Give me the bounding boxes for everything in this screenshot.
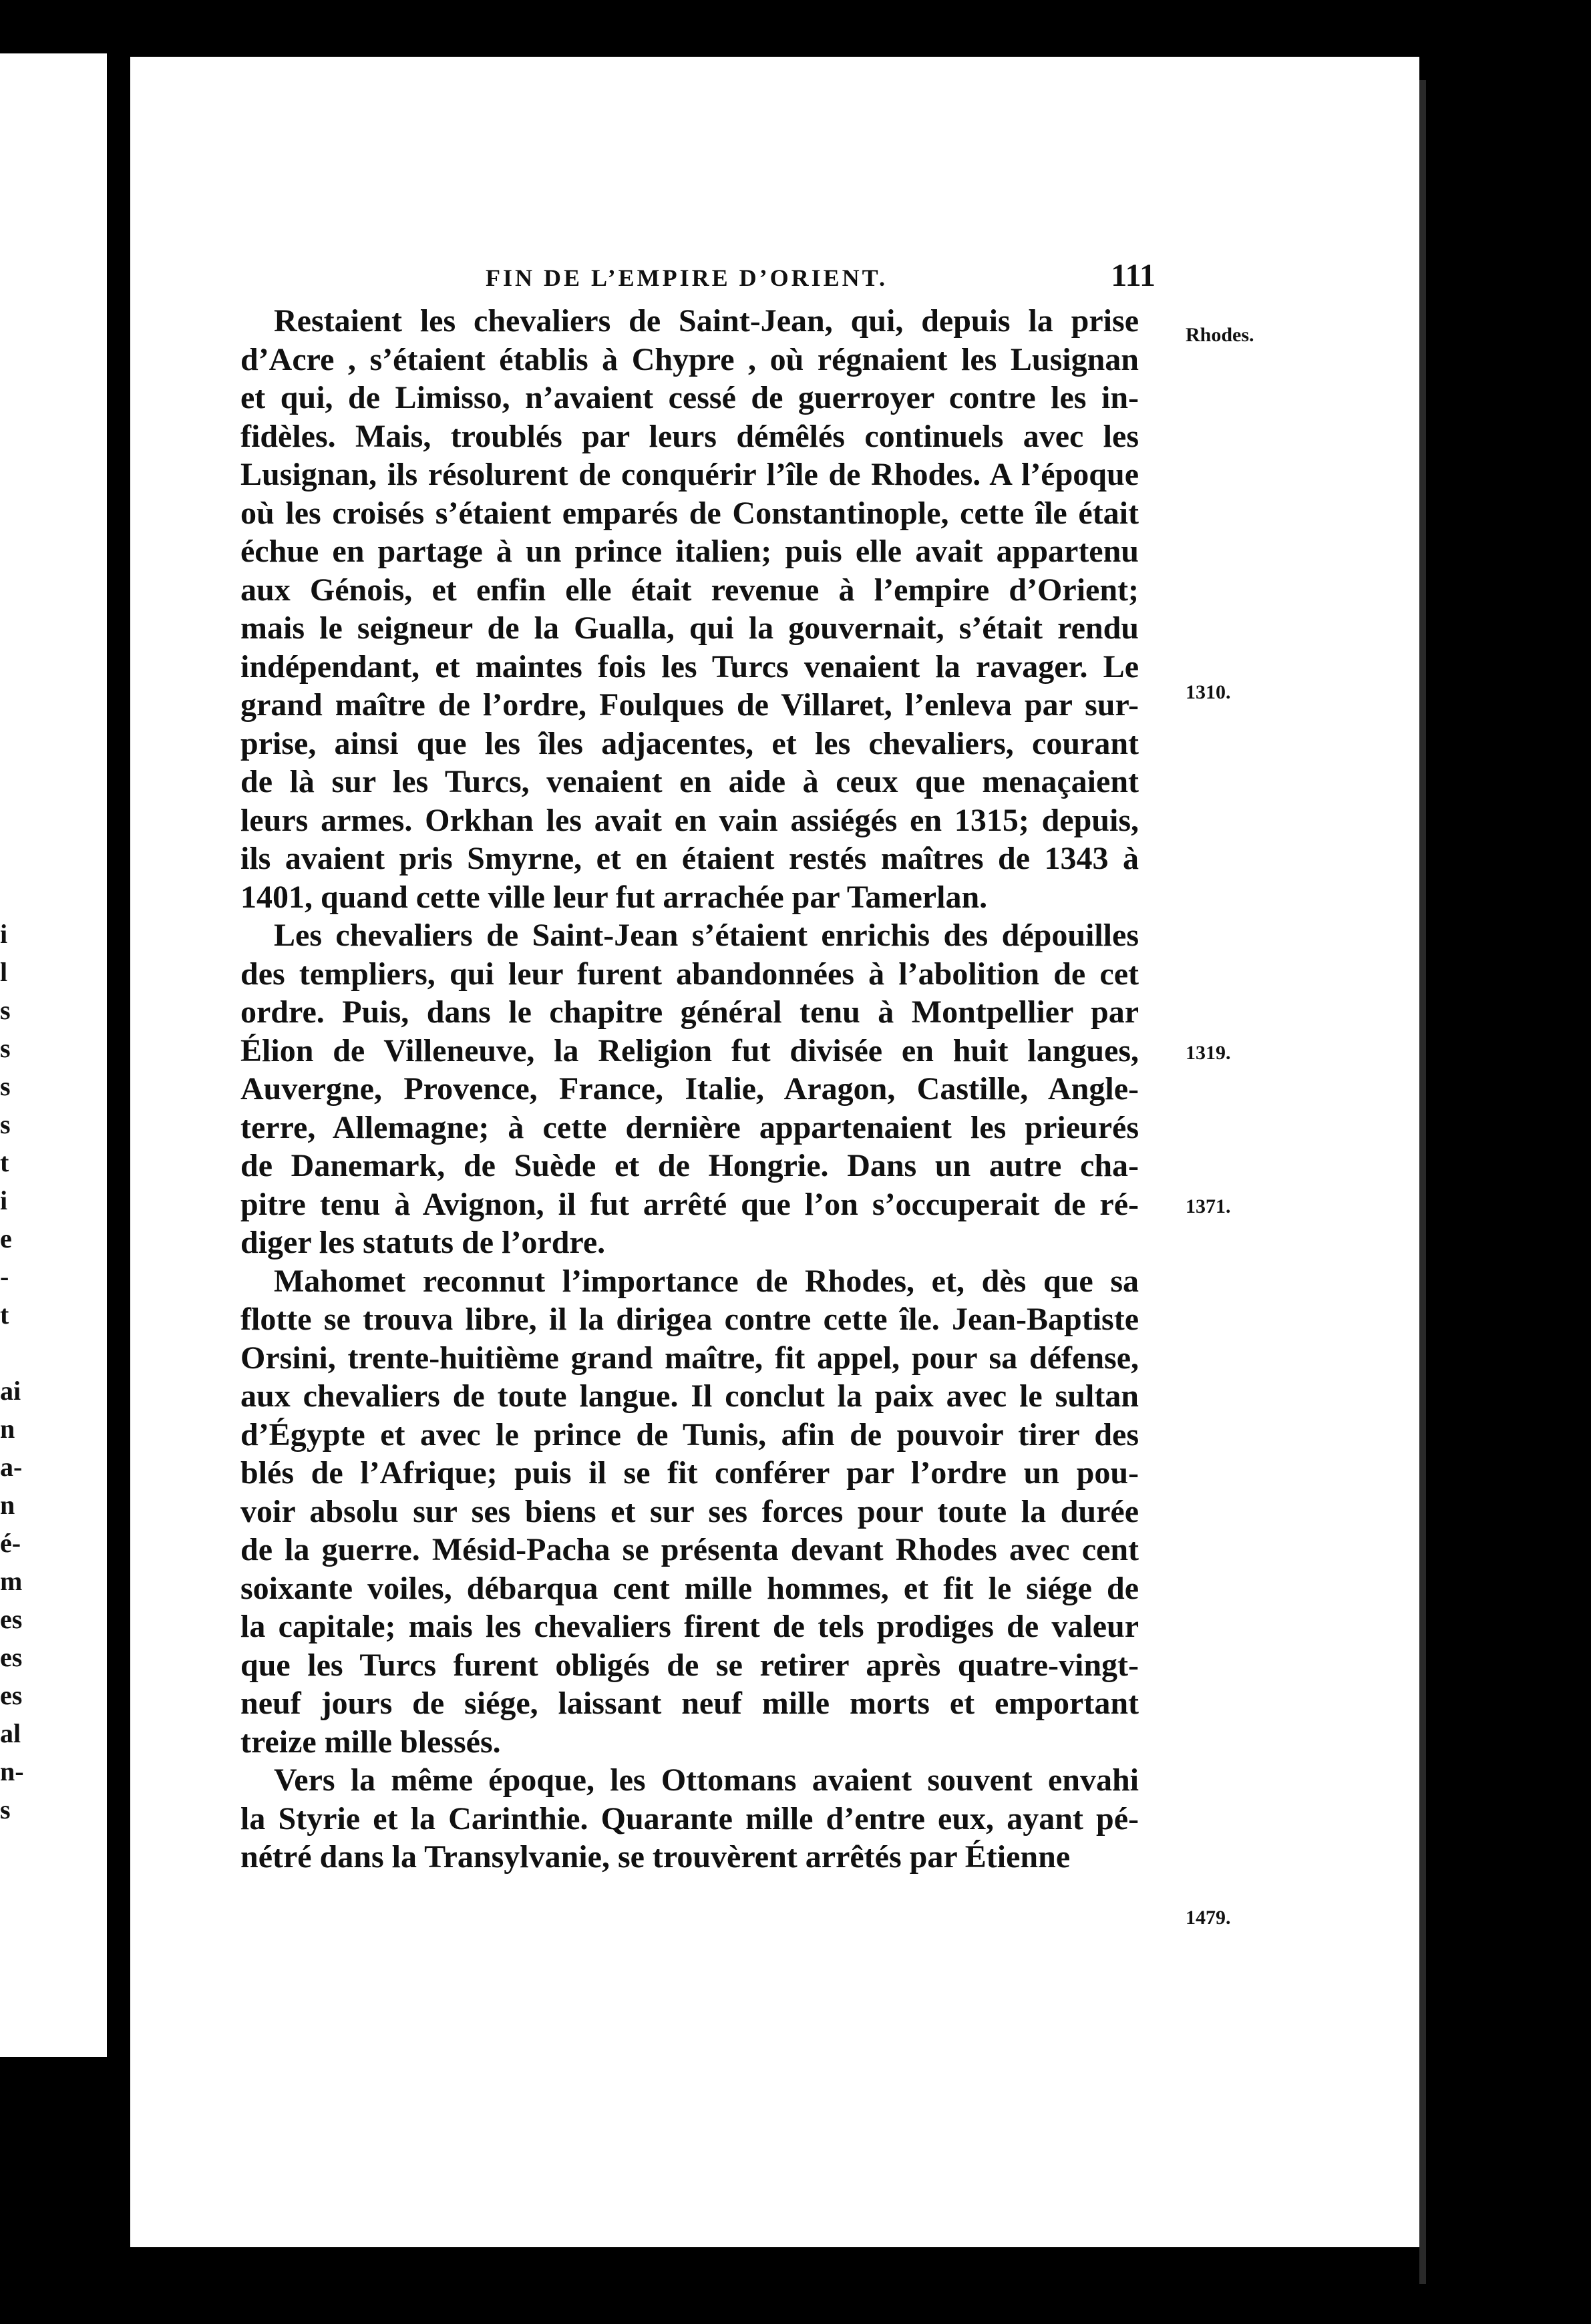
text-line: 1401, quand cette ville leur fut arrachée par Tamerlan.: [240, 879, 988, 915]
paragraph: [240, 916, 1139, 1262]
text-line: Les chevaliers de Saint-Jean s’étaient enrichis des dépouilles: [274, 918, 1139, 953]
text-line: Élion de Villeneuve, la Religion fut divisée en huit langues,: [240, 1032, 1139, 1069]
facing-page-fragment: es: [0, 1642, 23, 1672]
text-line: neuf jours de siége, laissant neuf mille morts et emportant: [240, 1686, 1139, 1721]
facing-page-fragment: ai: [0, 1376, 21, 1406]
facing-page-fragment: i: [0, 919, 8, 949]
text-line: Auvergne, Provence, France, Italie, Aragon, Castille, Angle-: [240, 1071, 1139, 1107]
text-line: terre, Allemagne; à cette dernière appartenaient les prieurés: [240, 1109, 1139, 1145]
facing-page-fragment: al: [0, 1718, 21, 1748]
text-line: que les Turcs furent obligés de se retirer après quatre-vingt-: [240, 1647, 1139, 1683]
text-line: Restaient les chevaliers de Saint-Jean, qui, depuis la prise: [274, 303, 1139, 339]
facing-page-fragment: e: [0, 1223, 12, 1253]
text-line: Orsini, trente-huitième grand maître, fit appel, pour sa défense,: [240, 1340, 1139, 1376]
text-line: d’Égypte et avec le prince de Tunis, afin de pouvoir tirer des: [240, 1416, 1139, 1452]
facing-page-fragment: n: [0, 1490, 15, 1520]
text-line: de Danemark, de Suède et de Hongrie. Dans un autre cha-: [240, 1148, 1139, 1183]
running-title: FIN DE L’EMPIRE D’ORIENT.: [485, 264, 888, 291]
text-line: nétré dans la Transylvanie, se trouvèrent arrêtés par Étienne: [240, 1839, 1071, 1875]
page-number: 111: [1111, 258, 1156, 293]
text-line: mais le seigneur de la Gualla, qui la gouvernait, s’était rendu: [240, 610, 1139, 646]
facing-page-fragment: l: [0, 957, 8, 987]
facing-page-fragment: n-: [0, 1756, 24, 1786]
page-header: [252, 257, 1156, 297]
facing-page-fragment: n: [0, 1414, 15, 1444]
text-line: diger les statuts de l’ordre.: [240, 1225, 606, 1260]
text-line: aux chevaliers de toute langue. Il conclut la paix avec le sultan: [240, 1378, 1139, 1414]
page-edge: [1419, 80, 1426, 2284]
text-line: la capitale; mais les chevaliers firent de tels prodiges de valeur: [240, 1609, 1139, 1644]
text-line: prise, ainsi que les îles adjacentes, et les chevaliers, courant: [240, 725, 1139, 761]
facing-page-fragment: es: [0, 1604, 23, 1634]
text-line: Lusignan, ils résolurent de conquérir l’île de Rhodes. A l’époque: [240, 457, 1139, 492]
margin-note: 1371.: [1186, 1195, 1231, 1217]
facing-page-fragment: [0, 1334, 20, 1372]
margin-note: 1310.: [1186, 681, 1231, 703]
text-line: pitre tenu à Avignon, il fut arrêté que l’on s’occuperait de ré-: [240, 1186, 1139, 1222]
text-line: voir absolu sur ses biens et sur ses forces pour toute la durée: [240, 1493, 1139, 1529]
text-line: Vers la même époque, les Ottomans avaient souvent envahi: [274, 1762, 1139, 1798]
text-line: indépendant, et maintes fois les Turcs venaient la ravager. Le: [240, 648, 1139, 685]
text-line: de la guerre. Mésid-Pacha se présenta devant Rhodes avec cent: [240, 1532, 1139, 1567]
text-line: treize mille blessés.: [240, 1724, 501, 1760]
facing-page-fragment: s: [0, 1033, 11, 1063]
paragraph: [240, 1761, 1139, 1877]
paragraph: [240, 302, 1139, 916]
text-line: flotte se trouva libre, il la dirigea contre cette île. Jean-Baptiste: [240, 1302, 1139, 1337]
margin-note: 1479.: [1186, 1907, 1231, 1929]
facing-page-fragment: é-: [0, 1528, 21, 1558]
body-text: [240, 302, 1139, 1877]
text-line: et qui, de Limisso, n’avaient cessé de guerroyer contre les in-: [240, 380, 1139, 415]
facing-page-fragment: i: [0, 1185, 8, 1215]
facing-page: [0, 53, 107, 2057]
text-line: leurs armes. Orkhan les avait en vain assiégés en 1315; depuis,: [240, 802, 1139, 838]
margin-note: 1319.: [1186, 1042, 1231, 1064]
facing-page-fragment: t: [0, 1147, 9, 1177]
facing-page-fragment: s: [0, 1071, 11, 1101]
facing-page-text: [0, 915, 24, 1828]
text-line: où les croisés s’étaient emparés de Constantinople, cette île était: [240, 495, 1139, 531]
text-line: blés de l’Afrique; puis il se fit conférer par l’ordre un pou-: [240, 1455, 1139, 1491]
text-line: grand maître de l’ordre, Foulques de Villaret, l’enleva par sur-: [240, 687, 1139, 723]
text-line: Mahomet reconnut l’importance de Rhodes, et, dès que sa: [274, 1263, 1139, 1299]
facing-page-fragment: s: [0, 1794, 11, 1824]
text-line: échue en partage à un prince italien; puis elle avait appartenu: [240, 534, 1139, 569]
facing-page-fragment: es: [0, 1680, 23, 1710]
text-line: d’Acre , s’étaient établis à Chypre , où régnaient les Lusignan: [240, 341, 1139, 377]
facing-page-fragment: m: [0, 1566, 23, 1596]
facing-page-fragment: a-: [0, 1452, 23, 1482]
facing-page-fragment: t: [0, 1300, 9, 1330]
paragraph: [240, 1262, 1139, 1762]
margin-note: Rhodes.: [1186, 324, 1254, 346]
facing-page-fragment: s: [0, 995, 11, 1025]
text-line: la Styrie et la Carinthie. Quarante mille d’entre eux, ayant pé-: [240, 1800, 1139, 1836]
text-line: fidèles. Mais, troublés par leurs démêlés continuels avec les: [240, 418, 1139, 454]
facing-page-fragment: s: [0, 1109, 11, 1139]
text-line: ils avaient pris Smyrne, et en étaient restés maîtres de 1343 à: [240, 841, 1139, 876]
text-line: des templiers, qui leur furent abandonnées à l’abolition de cet: [240, 956, 1139, 992]
text-line: aux Génois, et enfin elle était revenue à l’empire d’Orient;: [240, 572, 1139, 608]
text-line: soixante voiles, débarqua cent mille hommes, et fit le siége de: [240, 1570, 1139, 1606]
book-spine: [107, 40, 134, 2324]
text-line: ordre. Puis, dans le chapitre général tenu à Montpellier par: [240, 994, 1139, 1030]
facing-page-fragment: -: [0, 1262, 9, 1292]
text-line: de là sur les Turcs, venaient en aide à ceux que menaçaient: [240, 764, 1139, 799]
